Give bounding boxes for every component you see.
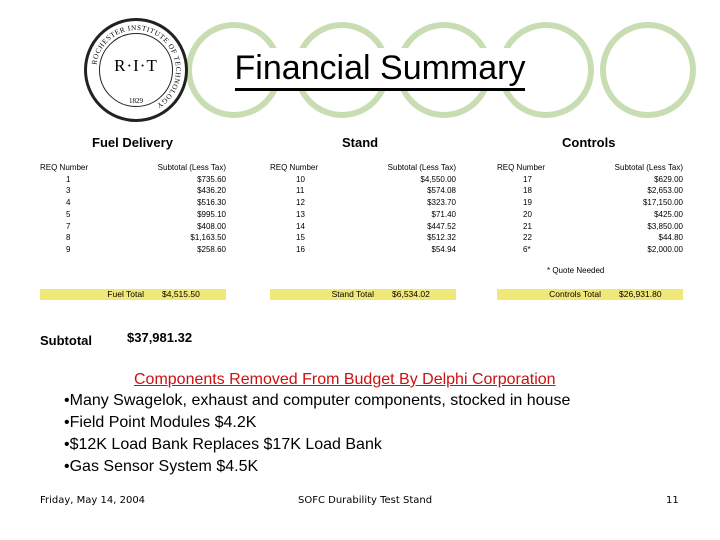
subtotal-cell: $1,163.50 — [190, 233, 226, 243]
subtotal-cell: $735.60 — [197, 174, 226, 184]
fuel-total-bar — [40, 289, 226, 300]
section-heading-stand: Stand — [342, 135, 379, 150]
table-header-row — [497, 162, 683, 174]
subtotal-cell: $44.80 — [658, 233, 683, 243]
req-number-cell: 7 — [66, 221, 71, 231]
req-number-cell: 5 — [66, 209, 71, 219]
subtotal-cell: $3,850.00 — [647, 221, 683, 231]
subtotal-cell: $323.70 — [427, 198, 456, 208]
bullet-item: •$12K Load Bank Replaces $17K Load Bank — [64, 436, 382, 453]
table-row — [270, 232, 456, 244]
subtotal-cell: $512.32 — [427, 233, 456, 243]
fuel-total-label: Fuel Total — [107, 289, 144, 299]
req-number-cell: 22 — [523, 233, 532, 243]
subtotal-cell: $408.00 — [197, 221, 226, 231]
controls-total-bar — [497, 289, 683, 300]
quote-needed-note: * Quote Needed — [547, 266, 605, 275]
table-row — [497, 185, 683, 197]
seal-year: 1829 — [129, 97, 143, 105]
column-header: REQ Number — [40, 163, 89, 172]
removed-components-heading: Components Removed From Budget By Delphi Corporation — [134, 371, 556, 388]
table-row — [40, 232, 226, 244]
subtotal-cell: $629.00 — [654, 174, 683, 184]
table-row — [497, 221, 683, 233]
slide-title — [200, 48, 560, 88]
req-number-cell: 16 — [296, 244, 305, 254]
req-number-cell: 8 — [66, 233, 71, 243]
subtotal-cell: $995.10 — [197, 209, 226, 219]
req-number-cell: 12 — [296, 198, 305, 208]
rit-seal-logo — [84, 18, 188, 122]
req-number-cell: 20 — [523, 209, 532, 219]
req-number-cell: 19 — [523, 198, 532, 208]
table-row — [497, 174, 683, 186]
stand-table — [270, 162, 456, 256]
subtotal-cell: $17,150.00 — [642, 198, 683, 208]
fuel-delivery-table — [40, 162, 226, 256]
req-number-cell: 15 — [296, 233, 305, 243]
req-number-cell: 3 — [66, 186, 71, 196]
controls-total-label: Controls Total — [549, 289, 601, 299]
req-number-cell: 4 — [66, 198, 71, 208]
table-row — [497, 209, 683, 221]
footer-page-number: 11 — [666, 495, 679, 506]
table-row — [40, 209, 226, 221]
subtotal-cell: $258.60 — [197, 244, 226, 254]
req-number-cell: 18 — [523, 186, 532, 196]
req-number-cell: 6* — [523, 244, 531, 254]
req-number-cell: 17 — [523, 174, 532, 184]
table-row — [40, 174, 226, 186]
subtotal-cell: $574.08 — [427, 186, 456, 196]
table-row — [270, 197, 456, 209]
req-number-cell: 14 — [296, 221, 305, 231]
subtotal-cell: $71.40 — [431, 209, 456, 219]
table-row — [40, 221, 226, 233]
req-number-cell: 11 — [296, 186, 305, 196]
bullet-item: •Field Point Modules $4.2K — [64, 414, 257, 431]
table-row — [270, 221, 456, 233]
stand-total-value: $6,534.02 — [392, 289, 430, 299]
req-number-cell: 10 — [296, 174, 305, 184]
table-row — [497, 244, 683, 256]
bullet-item: •Gas Sensor System $4.5K — [64, 458, 259, 475]
req-number-cell: 13 — [296, 209, 305, 219]
controls-table — [497, 162, 683, 256]
table-row — [270, 244, 456, 256]
slide-title-text: Financial Summary — [235, 49, 526, 91]
subtotal-label: Subtotal — [40, 333, 92, 348]
subtotal-cell: $447.52 — [427, 221, 456, 231]
table-row — [270, 174, 456, 186]
table-row — [270, 209, 456, 221]
bullet-list — [64, 390, 570, 478]
subtotal-cell: $516.30 — [197, 198, 226, 208]
controls-total-value: $26,931.80 — [619, 289, 662, 299]
table-row — [497, 232, 683, 244]
section-heading-controls: Controls — [562, 135, 616, 150]
footer-date: Friday, May 14, 2004 — [40, 495, 146, 506]
column-header: Subtotal (Less Tax) — [157, 163, 226, 172]
table-row — [40, 197, 226, 209]
table-header-row — [40, 162, 226, 174]
subtotal-cell: $436.20 — [197, 186, 226, 196]
table-row — [497, 197, 683, 209]
table-row — [40, 185, 226, 197]
table-row — [270, 185, 456, 197]
column-header: Subtotal (Less Tax) — [387, 163, 456, 172]
subtotal-cell: $2,000.00 — [647, 244, 683, 254]
decor-circle-6 — [600, 22, 696, 118]
subtotal-cell: $2,653.00 — [647, 186, 683, 196]
subtotal-value: $37,981.32 — [127, 330, 193, 345]
column-header: REQ Number — [497, 163, 546, 172]
fuel-total-value: $4,515.50 — [162, 289, 200, 299]
stand-total-bar — [270, 289, 456, 300]
section-heading-fuel: Fuel Delivery — [92, 135, 173, 150]
req-number-cell: 9 — [66, 244, 71, 254]
table-row — [40, 244, 226, 256]
column-header: REQ Number — [270, 163, 319, 172]
bullet-item: •Many Swagelok, exhaust and computer components, stocked in house — [64, 392, 571, 409]
seal-initials: R·I·T — [114, 56, 158, 75]
subtotal-cell: $425.00 — [654, 209, 683, 219]
subtotal-cell: $4,550.00 — [420, 174, 456, 184]
req-number-cell: 21 — [523, 221, 532, 231]
svg-text:ROCHESTER INSTITUTE OF TECHNOL: ROCHESTER INSTITUTE OF TECHNOLOGY — [90, 23, 183, 110]
stand-total-label: Stand Total — [331, 289, 374, 299]
column-header: Subtotal (Less Tax) — [614, 163, 683, 172]
footer-title: SOFC Durability Test Stand — [298, 495, 433, 506]
req-number-cell: 1 — [66, 174, 71, 184]
subtotal-cell: $54.94 — [431, 244, 456, 254]
table-header-row — [270, 162, 456, 174]
